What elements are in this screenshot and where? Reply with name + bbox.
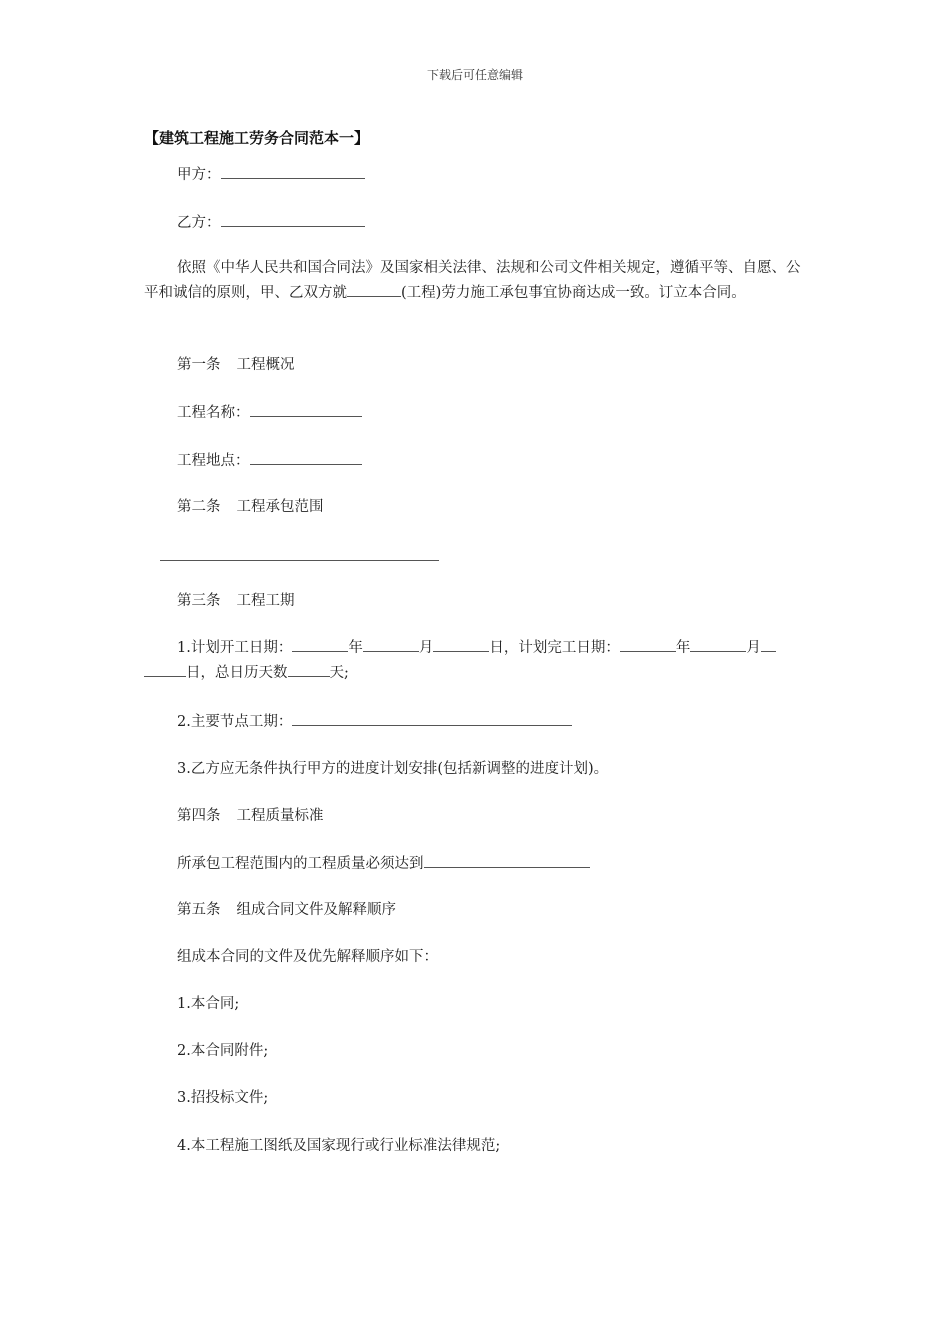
start-day-blank <box>433 637 489 652</box>
item-3: 3.乙方应无条件执行甲方的进度计划安排(包括新调整的进度计划)。 <box>177 761 609 777</box>
docs-list-item: 1.本合同; <box>177 996 240 1012</box>
end-month-blank <box>690 637 746 652</box>
milestones-label: 2.主要节点工期： <box>177 714 293 730</box>
scope-blank-line <box>160 560 439 561</box>
project-name-label: 工程名称： <box>177 405 250 421</box>
article-4-number: 第四条 <box>177 808 221 824</box>
end-month-label: 月 <box>746 640 761 656</box>
docs-list-item: 3.招投标文件; <box>177 1090 269 1106</box>
article-1-number: 第一条 <box>177 357 221 373</box>
article-5-heading <box>177 900 396 920</box>
party-a-line <box>177 164 365 185</box>
article-2-number: 第二条 <box>177 499 221 515</box>
project-blank <box>347 282 401 297</box>
article-3-title: 工程工期 <box>236 593 295 609</box>
header-note: 下载后可任意编辑 <box>426 68 523 82</box>
start-year-label: 年 <box>348 640 363 656</box>
milestones-line <box>177 711 572 732</box>
quality-text: 所承包工程范围内的工程质量必须达到 <box>177 856 424 872</box>
project-location-blank <box>250 450 362 465</box>
project-name-line <box>177 402 362 423</box>
intro-text-part1: 依照《中华人民共和国合同法》及国家相关法律、法规和公司文件相关规定，遵循平等、自愿、公平和诚信的原则，甲、乙双方就 <box>144 260 801 301</box>
end-year-label: 年 <box>675 640 691 656</box>
article-3-heading <box>177 591 295 611</box>
intro-paragraph <box>144 256 809 306</box>
article-1-title: 工程概况 <box>236 357 295 373</box>
article-5-number: 第五条 <box>177 902 221 918</box>
days-end-label: 天; <box>329 665 349 681</box>
end-day-blank-b <box>144 662 186 677</box>
article-4-title: 工程质量标准 <box>236 808 324 824</box>
schedule-prefix: 1.计划开工日期： <box>177 640 293 656</box>
intro-text-part2: (工程)劳力施工承包事宜协商达成一致。订立本合同。 <box>401 285 746 301</box>
start-month-blank <box>363 637 419 652</box>
schedule-paragraph <box>144 636 809 686</box>
docs-intro: 组成本合同的文件及优先解释顺序如下： <box>177 949 438 965</box>
party-b-label: 乙方： <box>177 215 221 231</box>
start-day-label: 日，计划完工日期： <box>489 640 620 656</box>
total-days-blank <box>288 662 330 677</box>
document-title: 【建筑工程施工劳务合同范本一】 <box>144 129 370 147</box>
end-day-blank-a <box>761 637 776 652</box>
party-b-blank <box>221 212 365 227</box>
start-year-blank <box>292 637 348 652</box>
party-a-blank <box>221 164 365 179</box>
article-3-number: 第三条 <box>177 593 221 609</box>
start-month-label: 月 <box>418 640 434 656</box>
project-location-label: 工程地点： <box>177 453 250 469</box>
article-2-title: 工程承包范围 <box>236 499 324 515</box>
end-year-blank <box>620 637 676 652</box>
milestones-blank <box>292 711 572 726</box>
party-b-line <box>177 212 365 233</box>
quality-blank <box>424 853 590 868</box>
article-4-heading <box>177 806 324 826</box>
project-name-blank <box>250 402 362 417</box>
end-day-label: 日，总日历天数 <box>186 665 288 681</box>
quality-line <box>177 853 590 874</box>
article-2-heading <box>177 497 324 517</box>
party-a-label: 甲方： <box>177 167 221 183</box>
project-location-line <box>177 450 362 471</box>
article-1-heading <box>177 355 295 375</box>
article-5-title: 组成合同文件及解释顺序 <box>236 902 396 918</box>
docs-list-item: 2.本合同附件; <box>177 1043 269 1059</box>
docs-list-item: 4.本工程施工图纸及国家现行或行业标准法律规范; <box>177 1138 501 1154</box>
